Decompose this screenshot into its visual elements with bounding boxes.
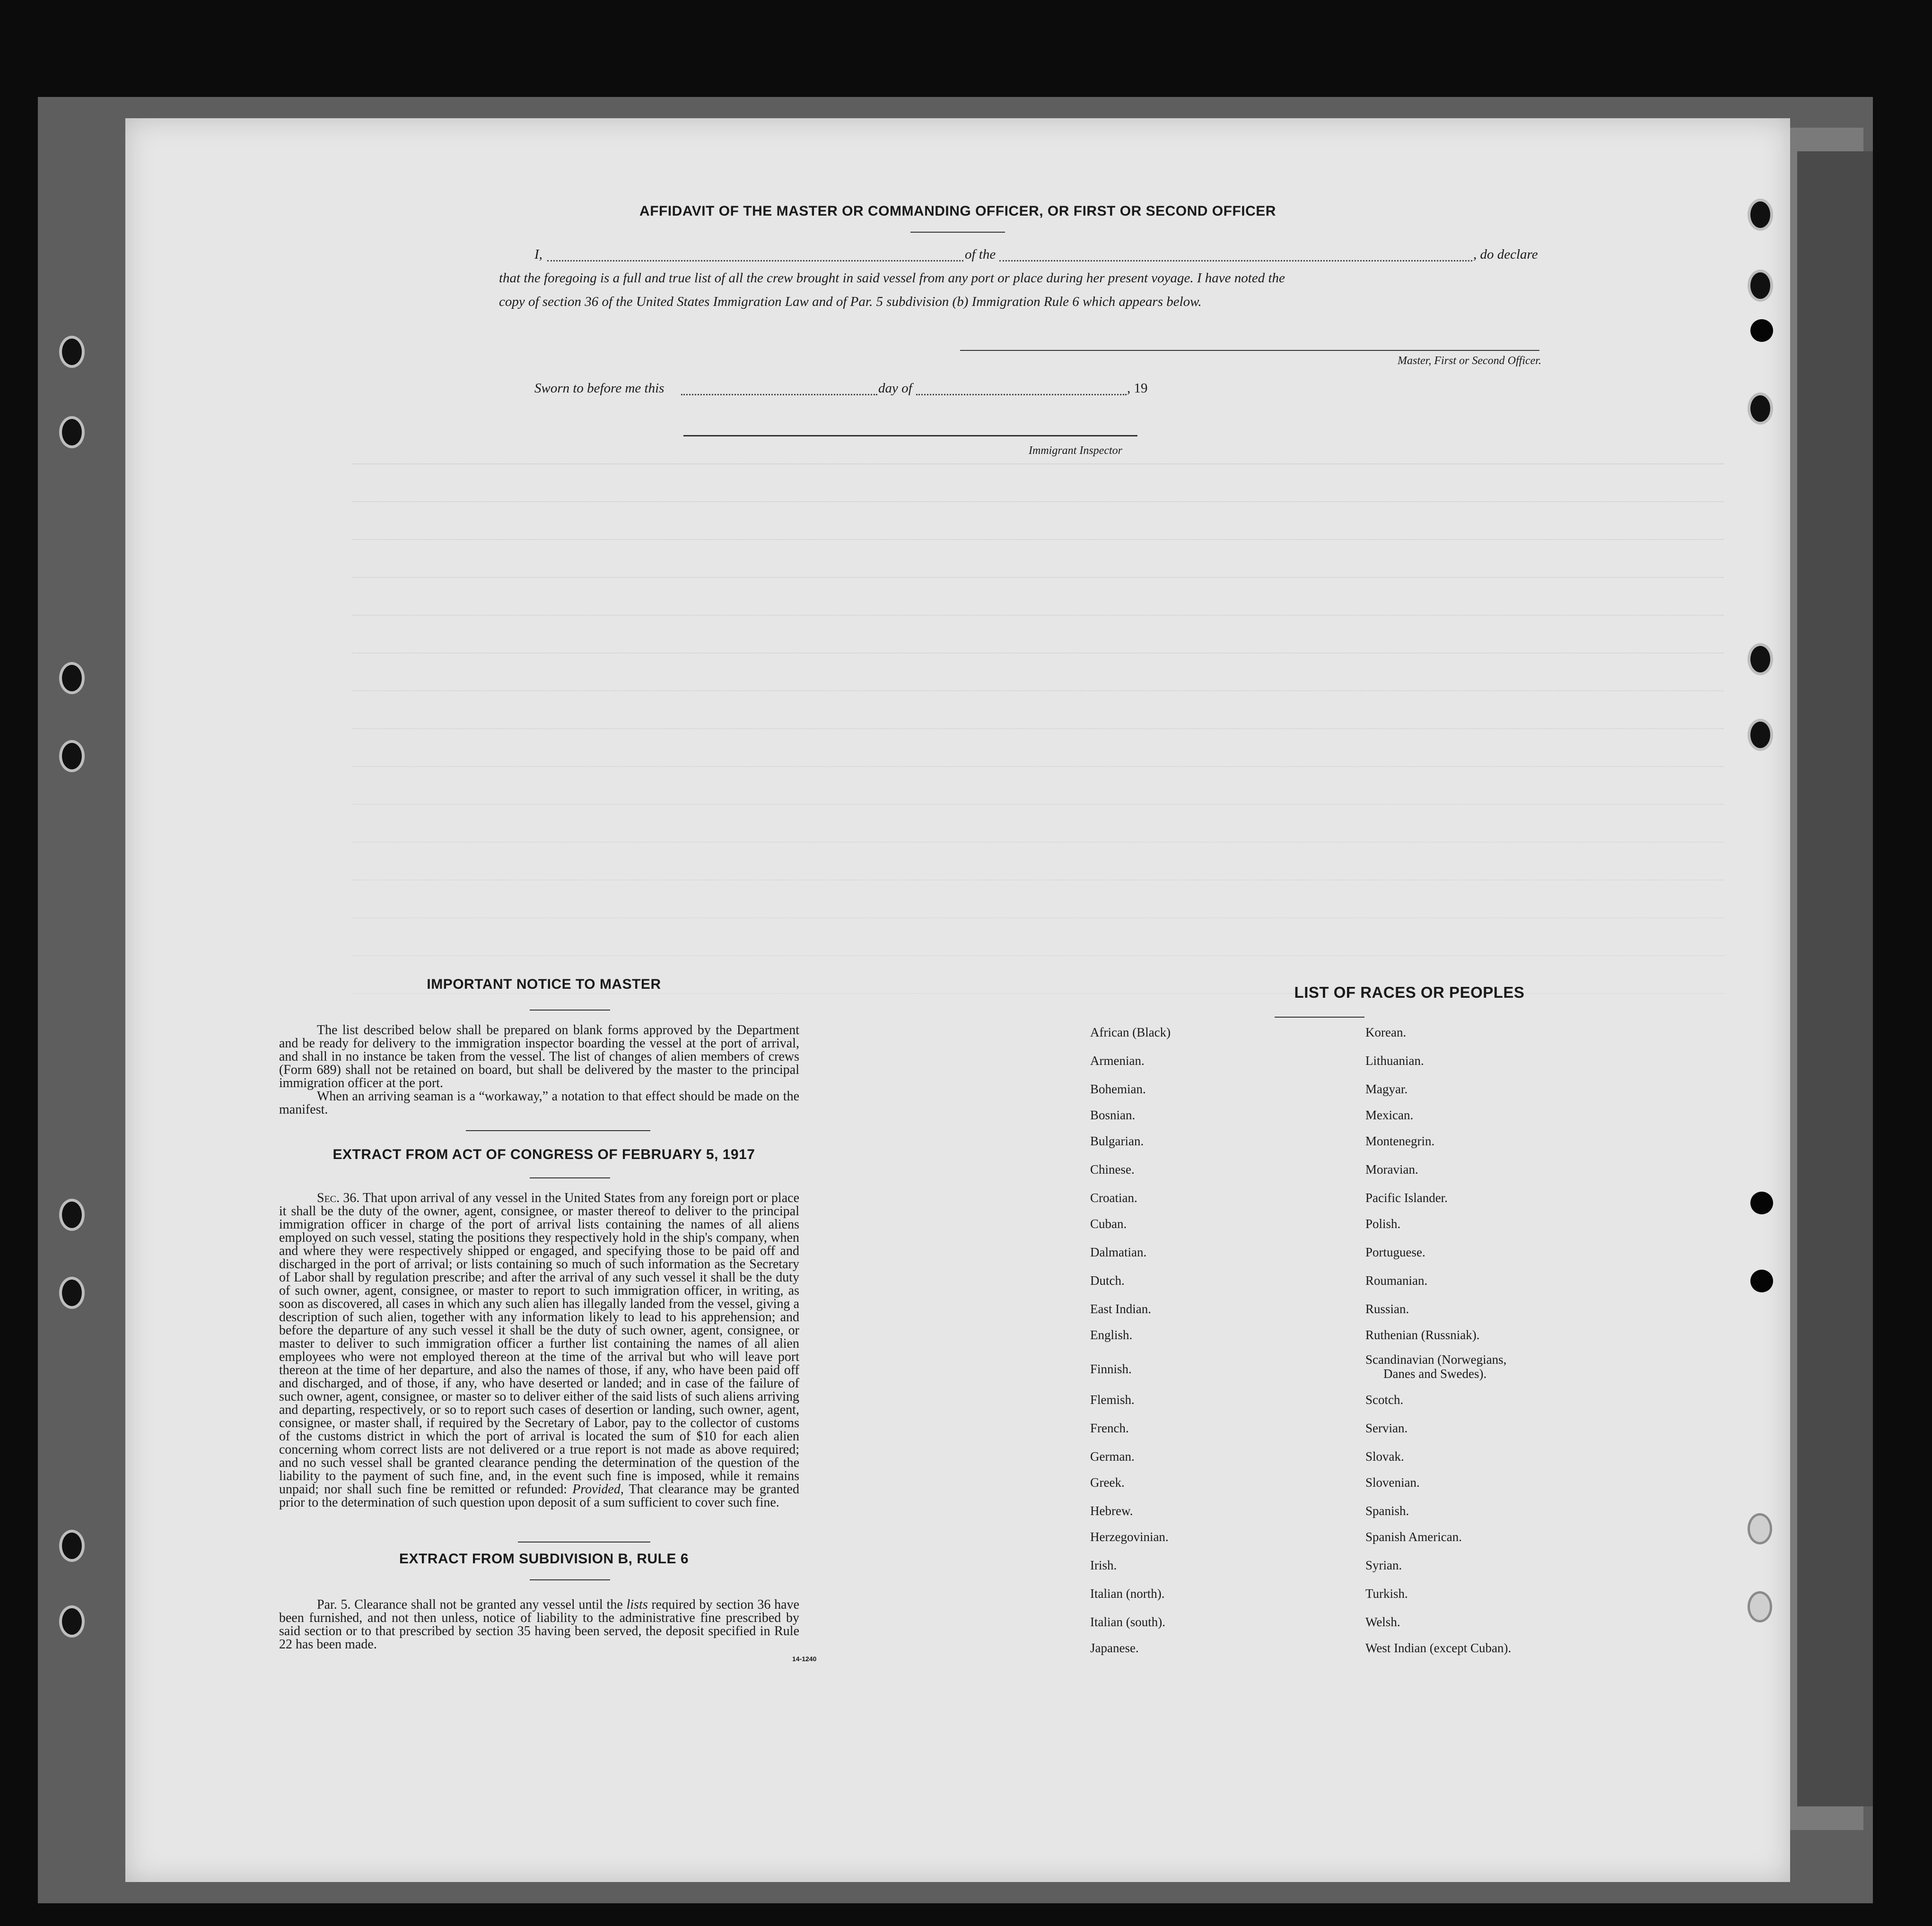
master-signature-label: Master, First or Second Officer. — [1398, 355, 1541, 367]
notice-title: IMPORTANT NOTICE TO MASTER — [427, 976, 661, 992]
page-hole-icon — [1748, 1591, 1772, 1622]
race-item: French. — [1090, 1421, 1129, 1435]
race-item: Roumanian. — [1365, 1273, 1428, 1288]
title-divider — [910, 232, 1005, 233]
race-item: Italian (south). — [1090, 1615, 1165, 1629]
binder-hole-icon — [59, 416, 85, 448]
binder-hole-icon — [59, 1605, 85, 1638]
page-hole-icon — [1750, 319, 1773, 342]
rule-extract-body — [279, 1598, 799, 1651]
binder-hole-icon — [59, 336, 85, 368]
races-title: LIST OF RACES OR PEOPLES — [1294, 984, 1525, 1001]
page-hole-icon — [1748, 643, 1773, 675]
race-item: Slovak. — [1365, 1449, 1404, 1464]
race-item: Dutch. — [1090, 1273, 1125, 1288]
binder-hole-icon — [59, 1199, 85, 1231]
race-item: Dalmatian. — [1090, 1245, 1147, 1259]
sworn-day-field[interactable] — [681, 394, 877, 395]
affidavit-do-declare: , do declare — [1473, 247, 1538, 262]
race-item: Bulgarian. — [1090, 1134, 1144, 1148]
races-divider — [1275, 1017, 1364, 1018]
affidavit-i-label: I, — [534, 247, 542, 262]
notice-paragraph-1: The list described below shall be prepared on blank forms approved by the Department and be ready for delivery to the immigration inspector boarding the vessel at the port of arrival, and shall in no instance be taken from the vessel. The list of changes of alien members of crews (Form 689) shall not be retained on board, but shall be delivered by the master to the principal immigration officer at the port. — [279, 1023, 799, 1090]
vessel-name-field[interactable] — [999, 260, 1472, 261]
act-body-text: 36. That upon arrival of any vessel in the United States from any foreign port or place it shall be the duty of the owner, agent, consignee, or master thereof to deliver to the principal immigration officer in charge of the port of arrival lists containing the names of all aliens employed on such vessel, stating the positions they respectively hold in the ship's company, when and where they were respectively shipped or engaged, and specifying those to be paid off and discharged in the port of arrival; or lists containing so much of such information as the Secretary of Labor shall by regulation prescribe; and after the arrival of any such vessel it shall be the duty of such owner, agent, consignee, or master to report to such immigration officer, in writing, as soon as discovered, all cases in which any such alien has illegally landed from the vessel, giving a description of such alien, together with any information likely to lead to his apprehension; and before the departure of any such vessel it shall be the duty of such owner, agent, consignee, or master to deliver to such immigration officer a further list containing the names of all alien employees who were not employed thereon at the time of the arrival but who will leave port thereon at the time of her departure, and also the names of those, if any, who have been paid off and discharged, and of those, if any, who have deserted or landed; and in case of the failure of such owner, agent, consignee, or master so to deliver either of the said lists of such aliens arriving and departing, respectively, or so to report such cases of desertion or landing, such owner, agent, consignee, or master shall, if required by the Secretary of Labor, pay to the collector of customs of the customs district in which the port of arrival is located the sum of $10 for each alien concerning whom correct lists are not delivered or a true report is not made as above required; and no such vessel shall be granted clearance pending the determination of the question of the liability to the payment of such fine, and, in the event such fine is imposed, while it remains unpaid; nor shall such fine be remitted or refunded: — [279, 1191, 799, 1497]
race-item: Scandinavian (Norwegians, — [1365, 1352, 1507, 1367]
page-hole-icon — [1748, 1513, 1772, 1544]
underlying-page-edge-dark — [1797, 151, 1873, 1806]
race-item: Servian. — [1365, 1421, 1408, 1435]
binder-hole-icon — [59, 662, 85, 694]
race-item: East Indian. — [1090, 1302, 1151, 1316]
binder-hole-icon — [59, 1530, 85, 1562]
act-body-end: That clearance may be granted prior to the determination of such question upon deposit of a sum sufficient to cover such fine. — [279, 1482, 799, 1510]
race-item: West Indian (except Cuban). — [1365, 1641, 1512, 1655]
affidavit-of-the-label: of the — [965, 247, 996, 262]
sworn-month-field[interactable] — [916, 394, 1127, 395]
section-divider — [466, 1130, 650, 1131]
rule-lists-word: lists — [626, 1597, 648, 1612]
sworn-label: Sworn to before me this — [534, 381, 664, 396]
binder-hole-icon — [59, 1277, 85, 1309]
race-item: Herzegovinian. — [1090, 1530, 1169, 1544]
race-item: Mexican. — [1365, 1108, 1414, 1122]
section-divider-2 — [518, 1542, 650, 1543]
day-of-label: day of — [878, 381, 912, 396]
race-item: Syrian. — [1365, 1558, 1402, 1572]
race-item: Ruthenian (Russniak). — [1365, 1328, 1480, 1342]
page-hole-icon — [1748, 719, 1773, 751]
act-extract-body — [279, 1192, 799, 1509]
page-hole-icon — [1748, 392, 1773, 425]
inspector-signature-line[interactable] — [683, 435, 1137, 436]
notice-paragraph-2: When an arriving seaman is a “workaway,” a notation to that effect should be made on the manifest. — [279, 1089, 799, 1117]
race-item: Scotch. — [1365, 1393, 1404, 1407]
form-number: 14-1240 — [792, 1655, 817, 1663]
page-hole-icon — [1750, 1192, 1773, 1214]
race-item: Welsh. — [1365, 1615, 1400, 1629]
race-item: Italian (north). — [1090, 1586, 1165, 1601]
race-item: Polish. — [1365, 1217, 1401, 1231]
race-item: Chinese. — [1090, 1162, 1135, 1177]
notice-divider — [530, 1010, 610, 1011]
race-item: Cuban. — [1090, 1217, 1127, 1231]
rule-body-a: Par. 5. Clearance shall not be granted any vessel until the — [317, 1597, 627, 1612]
race-item: Spanish. — [1365, 1504, 1409, 1518]
document-page — [125, 118, 1790, 1882]
race-item: Greek. — [1090, 1475, 1125, 1490]
race-item: Armenian. — [1090, 1054, 1145, 1068]
race-item: Bosnian. — [1090, 1108, 1136, 1122]
provided-word: Provided, — [572, 1482, 624, 1497]
binder-hole-icon — [59, 740, 85, 772]
race-item: English. — [1090, 1328, 1133, 1342]
rule-divider — [530, 1579, 610, 1580]
race-item: Japanese. — [1090, 1641, 1139, 1655]
affidavit-line-3: copy of section 36 of the United States Immigration Law and of Par. 5 subdivision (b) Immigration Rule 6 which appears below. — [499, 294, 1202, 309]
race-item: Moravian. — [1365, 1162, 1418, 1177]
page-hole-icon — [1748, 270, 1773, 302]
page-hole-icon — [1750, 1270, 1773, 1292]
master-signature-line[interactable] — [960, 350, 1539, 351]
race-item: Bohemian. — [1090, 1082, 1146, 1096]
race-item: Russian. — [1365, 1302, 1409, 1316]
race-item: Hebrew. — [1090, 1504, 1133, 1518]
race-item: Irish. — [1090, 1558, 1117, 1572]
race-item: Pacific Islander. — [1365, 1191, 1448, 1205]
affidavit-title: AFFIDAVIT OF THE MASTER OR COMMANDING OFFICER, OR FIRST OR SECOND OFFICER — [639, 203, 1276, 219]
race-item: German. — [1090, 1449, 1135, 1464]
race-item: Flemish. — [1090, 1393, 1135, 1407]
race-item: Turkish. — [1365, 1586, 1408, 1601]
race-item: African (Black) — [1090, 1025, 1171, 1039]
race-item: Montenegrin. — [1365, 1134, 1435, 1148]
race-item: Finnish. — [1090, 1362, 1132, 1376]
sec-label: Sec. — [317, 1191, 340, 1205]
race-item: Slovenian. — [1365, 1475, 1420, 1490]
rule-extract-title: EXTRACT FROM SUBDIVISION B, RULE 6 — [399, 1551, 689, 1567]
act-divider — [530, 1177, 610, 1178]
race-item: Korean. — [1365, 1025, 1407, 1039]
race-item-continuation: Danes and Swedes). — [1383, 1367, 1487, 1381]
race-item: Lithuanian. — [1365, 1054, 1424, 1068]
race-item: Spanish American. — [1365, 1530, 1462, 1544]
rule-body-b: required by section 36 have been furnished, and not then unless, notice of liability to the administrative fine prescribed by said section or to that prescribed by section 35 having been served, the deposit specified in Rule 22 has been made. — [279, 1597, 799, 1652]
year-prefix: , 19 — [1127, 381, 1148, 396]
race-item: Croatian. — [1090, 1191, 1137, 1205]
act-extract-title: EXTRACT FROM ACT OF CONGRESS OF FEBRUARY 5, 1917 — [332, 1147, 755, 1162]
race-item: Magyar. — [1365, 1082, 1408, 1096]
master-name-field[interactable] — [547, 260, 963, 261]
race-item: Portuguese. — [1365, 1245, 1425, 1259]
affidavit-line-2: that the foregoing is a full and true list of all the crew brought in said vessel from any port or place during her present voyage. I have noted the — [499, 270, 1285, 286]
inspector-label: Immigrant Inspector — [1029, 444, 1122, 457]
